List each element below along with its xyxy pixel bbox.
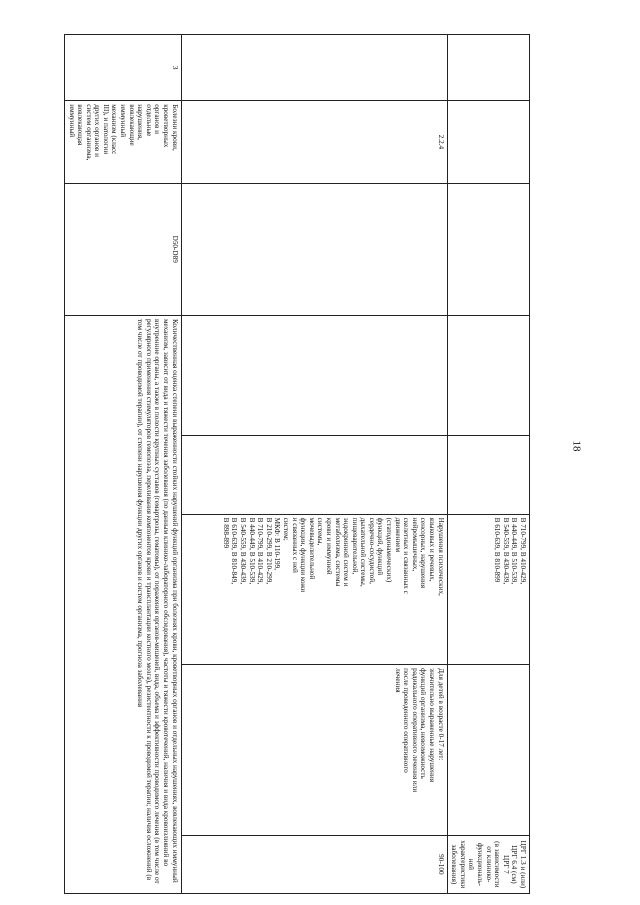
cell-fgn-groups: ЦРГ 1.3 и (или) ЦРГ 6.4 (см) ЦРГ 7 (в зависимости от клинико- функциональ- ной характеристики заболевания) xyxy=(447,835,529,893)
cell-empty xyxy=(447,315,529,435)
cell-empty xyxy=(447,436,529,514)
cell-row-number: 2.2.4 xyxy=(181,101,447,183)
cell-empty xyxy=(181,35,447,101)
table-row-continuation xyxy=(447,35,529,894)
cell-icd-code: D50-D89 xyxy=(64,183,181,315)
cell-empty xyxy=(447,183,529,315)
page-number: 18 xyxy=(570,440,583,452)
rotated-table-page xyxy=(67,34,530,894)
cell-empty xyxy=(181,183,447,315)
cell-percent: 90-100 xyxy=(181,835,447,893)
table-row-3 xyxy=(64,35,181,894)
cell-description: Количественная оценка степени выраженности стойких нарушений функций организма при болезнях крови, кроветворных органов и отдельных нарушениях, вовлекающих иммунный механизм, зависит от вида и тяжести течения заболевания (по данным клинико-лабораторного обследования), частоты и тяжести кровотечений, наличия и вида кровоизлияний во внутренние органы, а также в полости крупных суставов (гемартрозы, гематомы), от поражения органов-мишеней, вида, объема и эффективности проводимого лечения (в том числе от регулярного применения стимуляторов гемопоэза, переливания компонентов крови и трансплантации костного мозга), резистентности к проводимой терапии; наличия осложнений (в том числе от проводимой терапии), от степени нарушения функции других органов и систем организма, прогноза заболевания xyxy=(64,315,181,893)
cell-disease-name: Болезни крови, кроветворных органов и отдельные нарушения, вовлекающие иммунный механизм (класс III), и патологии других органов и систем организма, вовлекающая иммунный xyxy=(64,101,181,183)
disability-criteria-table xyxy=(64,34,530,894)
cell-empty xyxy=(181,436,447,514)
table-row-2-2-4 xyxy=(181,35,447,894)
cell-empty xyxy=(181,315,447,435)
cell-impairments: Нарушения психических, языковых и речевых, сенсорных, нарушения нейромышечных, скелетных и связанных с движением (статодинамических) функций, функций сердечно-сосудистой, дыхательной системы, пищеварительной, эндокринной систем и метаболизма, системы крови и иммунной системы, мочевыделительной функции, функции кожи и связанных с ней систем; МКФ: B 110-199, B 210-299, B 210-299, B 710-799, B 410-429, B 440-449, B 510-539, B 540-559, B 430-439, B 610-639, B 810-849, B 898-899 xyxy=(181,514,447,665)
cell-empty xyxy=(447,665,529,836)
cell-empty xyxy=(447,101,529,183)
cell-empty xyxy=(447,35,529,101)
cell-criteria: Для детей в возрасте 0-17 лет: значительно выраженные нарушения функций организма, невозможность радикального оперативного лечения или после проведенного оперативного лечения xyxy=(181,665,447,836)
cell-row-number: 3 xyxy=(64,35,181,101)
cell-icf-codes: B 710-799, B 410-429, B 440-449, B 510-539, B 540-559, B 430-439, B 610-639, B 810-899 xyxy=(447,514,529,665)
